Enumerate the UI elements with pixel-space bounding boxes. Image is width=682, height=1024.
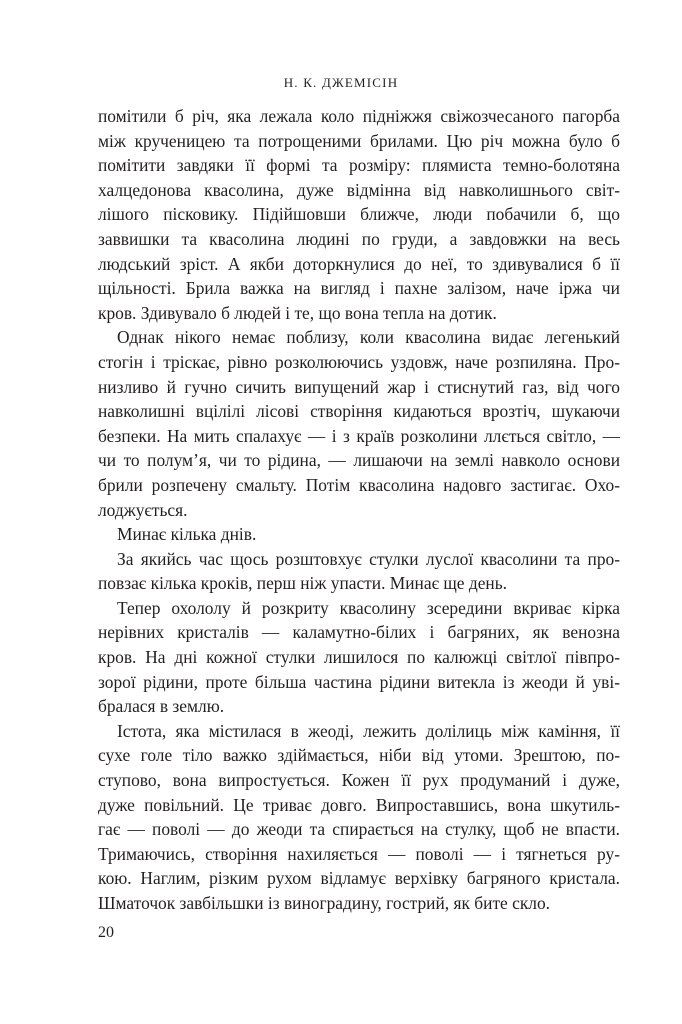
text-line: Минає кілька днів. (117, 524, 257, 545)
text-line: безпеки. На мить спалахує — і з країв розколини ллється світло, — (98, 425, 620, 446)
text-line: Тепер охололу й розкриту квасолину зсередини вкриває кірка (117, 597, 620, 618)
text-line: кров. На дні кожної стулки лишилося по калюжці світлої півпро- (98, 647, 620, 668)
text-line: Однак нікого немає поблизу, коли квасолина видає легенький (117, 327, 620, 348)
text-line: між крученицею та потрощеними брилами. Цю річ можна було б (98, 130, 620, 151)
paragraph (98, 596, 620, 719)
text-line: ступово, вона випростується. Кожен її рух продуманий і дуже, (98, 770, 620, 791)
text-line: гає — поволі — до жеоди та спирається на стулку, щоб не впасти. (98, 819, 620, 840)
text-line: кров. Здивувало б людей і те, що вона тепла на дотик. (98, 302, 497, 323)
text-line: стогін і тріскає, рівно розколюючись уздовж, наче розпиляна. Про- (98, 351, 620, 372)
text-line: повзає кілька кроків, перш ніж упасти. Минає ще день. (98, 573, 508, 594)
text-line: бралася в землю. (98, 696, 225, 717)
paragraph (98, 104, 620, 325)
text-line: навколишні вцілілі лісові створіння кидаються врозтіч, шукаючи (98, 401, 620, 422)
paragraph (98, 325, 620, 522)
text-line: нерівних кристалів — каламутно-білих і багряних, як венозна (98, 622, 620, 643)
page-number: 20 (98, 924, 114, 941)
text-line: брили розпечену смальту. Потім квасолина надовго застигає. Охо- (98, 474, 620, 495)
text-line: лішого пісковику. Підійшовши ближче, люди побачили б, що (98, 204, 620, 225)
text-line: помітили б річ, яка лежала коло підніжжя свіжозчесаного пагорба (98, 106, 620, 126)
text-line: халцедонова квасолина, дуже відмінна від навколишнього світ- (98, 179, 620, 200)
text-line: дуже повільний. Це триває довго. Випроставшись, вона шкутиль- (98, 794, 620, 815)
text-line: Істота, яка містилася в жеоді, лежить долілиць між каміння, її (117, 720, 620, 741)
text-line: сухе голе тіло важко здіймається, ніби від утоми. Зрештою, по- (98, 745, 620, 766)
text-line: зорої рідини, проте більша частина рідини витекла із жеоди й уві- (98, 671, 620, 692)
text-line: Тримаючись, створіння нахиляється — поволі — і тягнеться ру- (98, 843, 620, 864)
text-line: людський зріст. А якби доторкнулися до неї, то здивувалися б її (98, 253, 620, 274)
running-header: Н. К. ДЖЕМІСІН (283, 75, 399, 90)
body-text (98, 104, 620, 916)
text-line: помітити завдяки її формі та розміру: плямиста темно-болотяна (98, 155, 620, 176)
text-line: За якийсь час щось розштовхує стулки луслої квасолини та про- (117, 548, 620, 569)
text-line: лоджується. (98, 499, 188, 520)
paragraph (98, 719, 620, 916)
paragraph (98, 522, 620, 547)
text-line: чи то полум’я, чи то рідина, — лишаючи на землі навколо основи (98, 450, 620, 471)
text-line: кою. Наглим, різким рухом відламує верхівку багряного кристала. (98, 868, 620, 889)
text-line: Шматочок завбільшки із виноградину, гострий, як бите скло. (98, 893, 551, 913)
paragraph (98, 547, 620, 596)
text-line: щільності. Брила важка на вигляд і пахне залізом, наче іржа чи (98, 278, 620, 299)
text-line: заввишки та квасолина людині по груди, а завдовжки на весь (98, 228, 620, 249)
text-line: низливо й гучно сичить випущений жар і стиснутий газ, від чого (98, 376, 620, 397)
